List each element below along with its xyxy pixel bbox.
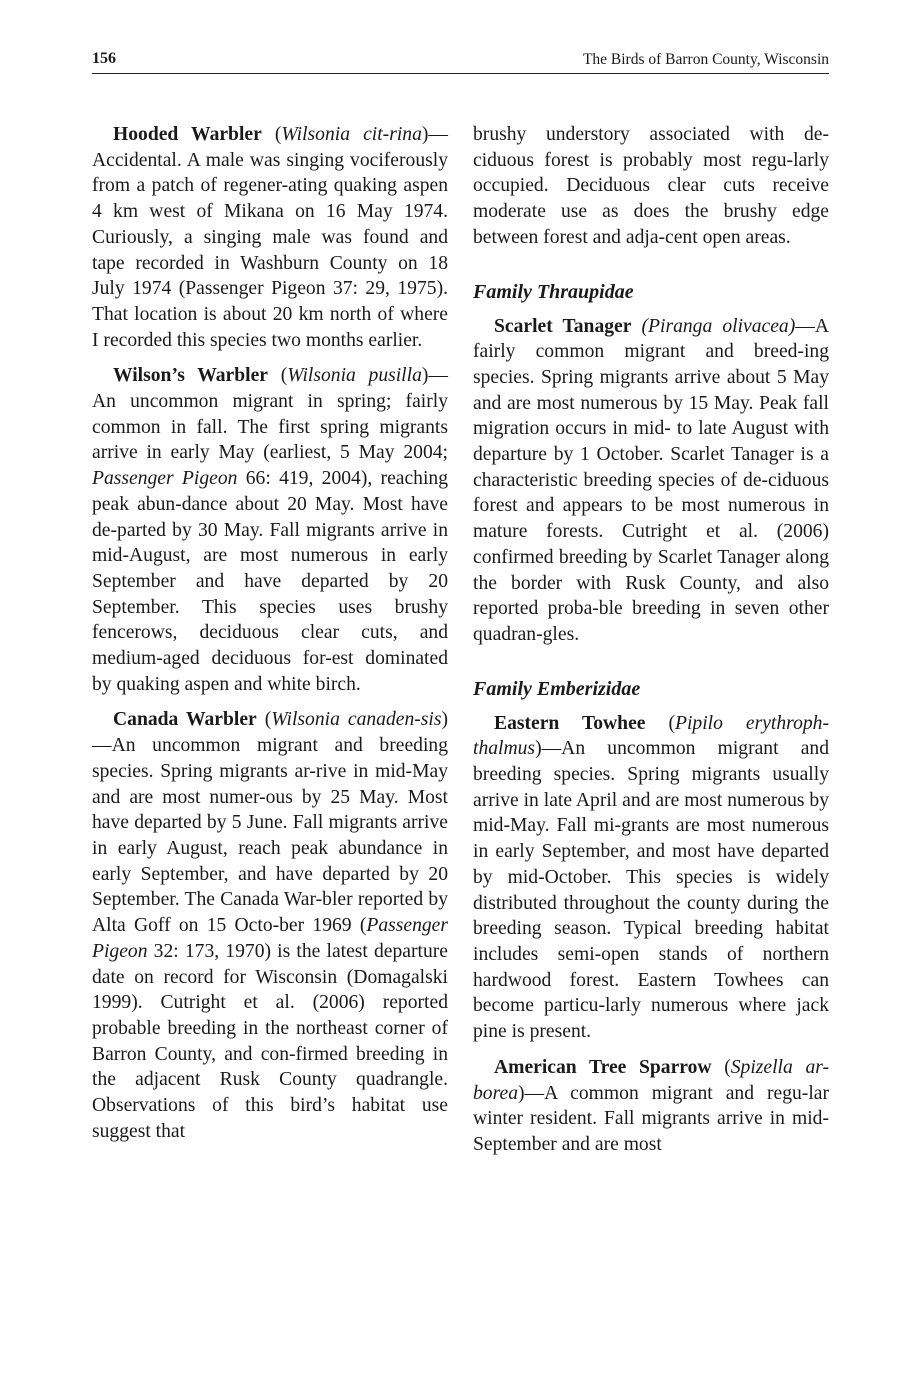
species-text-cont: 32: 173, 1970) is the latest departure date on record for Wisconsin (Domagalski 1999). Cutright et al. (2006) reported probable breeding in the northeast corner of Barron County, and con-firmed breeding in the adjacent Rusk County quadrangle. Observations of this bird’s habitat use suggest that [92,940,448,1142]
scientific-name: (Piranga olivacea) [641,315,796,337]
species-account-continuation: brushy understory associated with de-ciduous forest is probably most regu-larly occupied. Deciduous clear cuts receive moderate use as does the brushy edge between forest and adja-cent open areas. [473,124,829,248]
species-name: Scarlet Tanager [494,315,632,337]
species-account-canada-warbler [92,707,448,1144]
family-heading-thraupidae: Family Thraupidae [473,280,634,303]
species-name: American Tree Sparrow [494,1056,712,1078]
scientific-name: Wilsonia cit-rina [281,124,422,145]
sci-name-open: ( [668,712,676,734]
species-text: —A fairly common migrant and breed-ing species. Spring migrants arrive about 5 May and are most numerous by 15 May. Peak fall migration occurs in mid- to late August with departure by 1 October. Scarlet Tanager is a characteristic breeding species of de-ciduous forest and appears to be most numerous in mature forests. Cutright et al. (2006) confirmed breeding by Scarlet Tanager along the border with Rusk County, and also reported proba-ble breeding in seven other quadran-gles. [473,315,830,645]
running-title: The Birds of Barron County, Wisconsin [582,51,829,68]
species-text: )—An uncommon migrant in spring; fairly common in fall. The first spring migrants arrive in early May (earliest, 5 May 2004; [92,365,448,464]
page-number: 156 [92,50,116,67]
left-column [92,122,448,1144]
species-name: Hooded Warbler [113,124,262,145]
sci-name-open: ( [274,124,282,145]
species-account-wilsons-warbler [92,363,448,697]
species-text: )—An uncommon migrant and breeding species. Spring migrants usually arrive in late April and are most numerous by mid-May. Fall mi-grants are most numerous in early September, and most have departed by mid-October. This species is widely distributed throughout the county during the breeding season. Typical breeding habitat includes semi-open stands of northern hardwood forest. Eastern Towhees can become particu-larly numerous where jack pine is present. [473,738,829,1043]
sci-name-open: ( [724,1056,731,1078]
sci-name-open: ( [280,365,288,387]
species-account-american-tree-sparrow [473,1055,829,1158]
species-name: Eastern Towhee [494,712,646,734]
species-account-scarlet-tanager [473,314,829,648]
sci-name-open: ( [264,709,272,731]
species-account-eastern-towhee [473,711,829,1045]
scientific-name: Wilsonia canaden-sis [271,709,442,731]
scientific-name: Wilsonia pusilla [287,365,422,387]
journal-name: Passenger Pigeon [92,468,238,490]
journal-name: Passenger Pigeon [92,915,448,962]
right-column [473,122,829,1158]
species-name: Canada Warbler [113,709,257,731]
species-text-cont: 66: 419, 2004), reaching peak abun-dance about 20 May. Most have de-parted by 30 May. Fall migrants arrive in mid-August, are most numerous in early September and have departed by 20 September. This species uses brushy fencerows, deciduous clear cuts, and medium-aged deciduous for-est dominated by quaking aspen and white birch. [92,468,449,695]
species-text: )—An uncommon migrant and breeding species. Spring migrants ar-rive in mid-May and are most numer-ous by 25 May. Most have departed by 5 June. Fall migrants arrive in early August, reach peak abundance in early September, and have departed by 20 September. The Canada War-bler reported by Alta Goff on 15 Octo-ber 1969 ( [92,709,448,937]
running-header [92,48,829,74]
species-account-hooded-warbler [92,122,448,353]
species-name: Wilson’s Warbler [113,365,268,387]
scientific-name: Spizella ar-borea [473,1056,829,1104]
scientific-name: Pipilo erythroph-thalmus [473,712,829,760]
species-text: )—Accidental. A male was singing vociferously from a patch of regener-ating quaking aspen 4 km west of Mikana on 16 May 1974. Curiously, a singing male was found and tape recorded in Washburn County on 18 July 1974 (Passenger Pigeon 37: 29, 1975). That location is about 20 km north of where I recorded this species two months earlier. [92,124,448,351]
family-heading-emberizidae: Family Emberizidae [473,677,641,700]
species-text: )—A common migrant and regu-lar winter resident. Fall migrants arrive in mid-September and are most [473,1082,829,1155]
